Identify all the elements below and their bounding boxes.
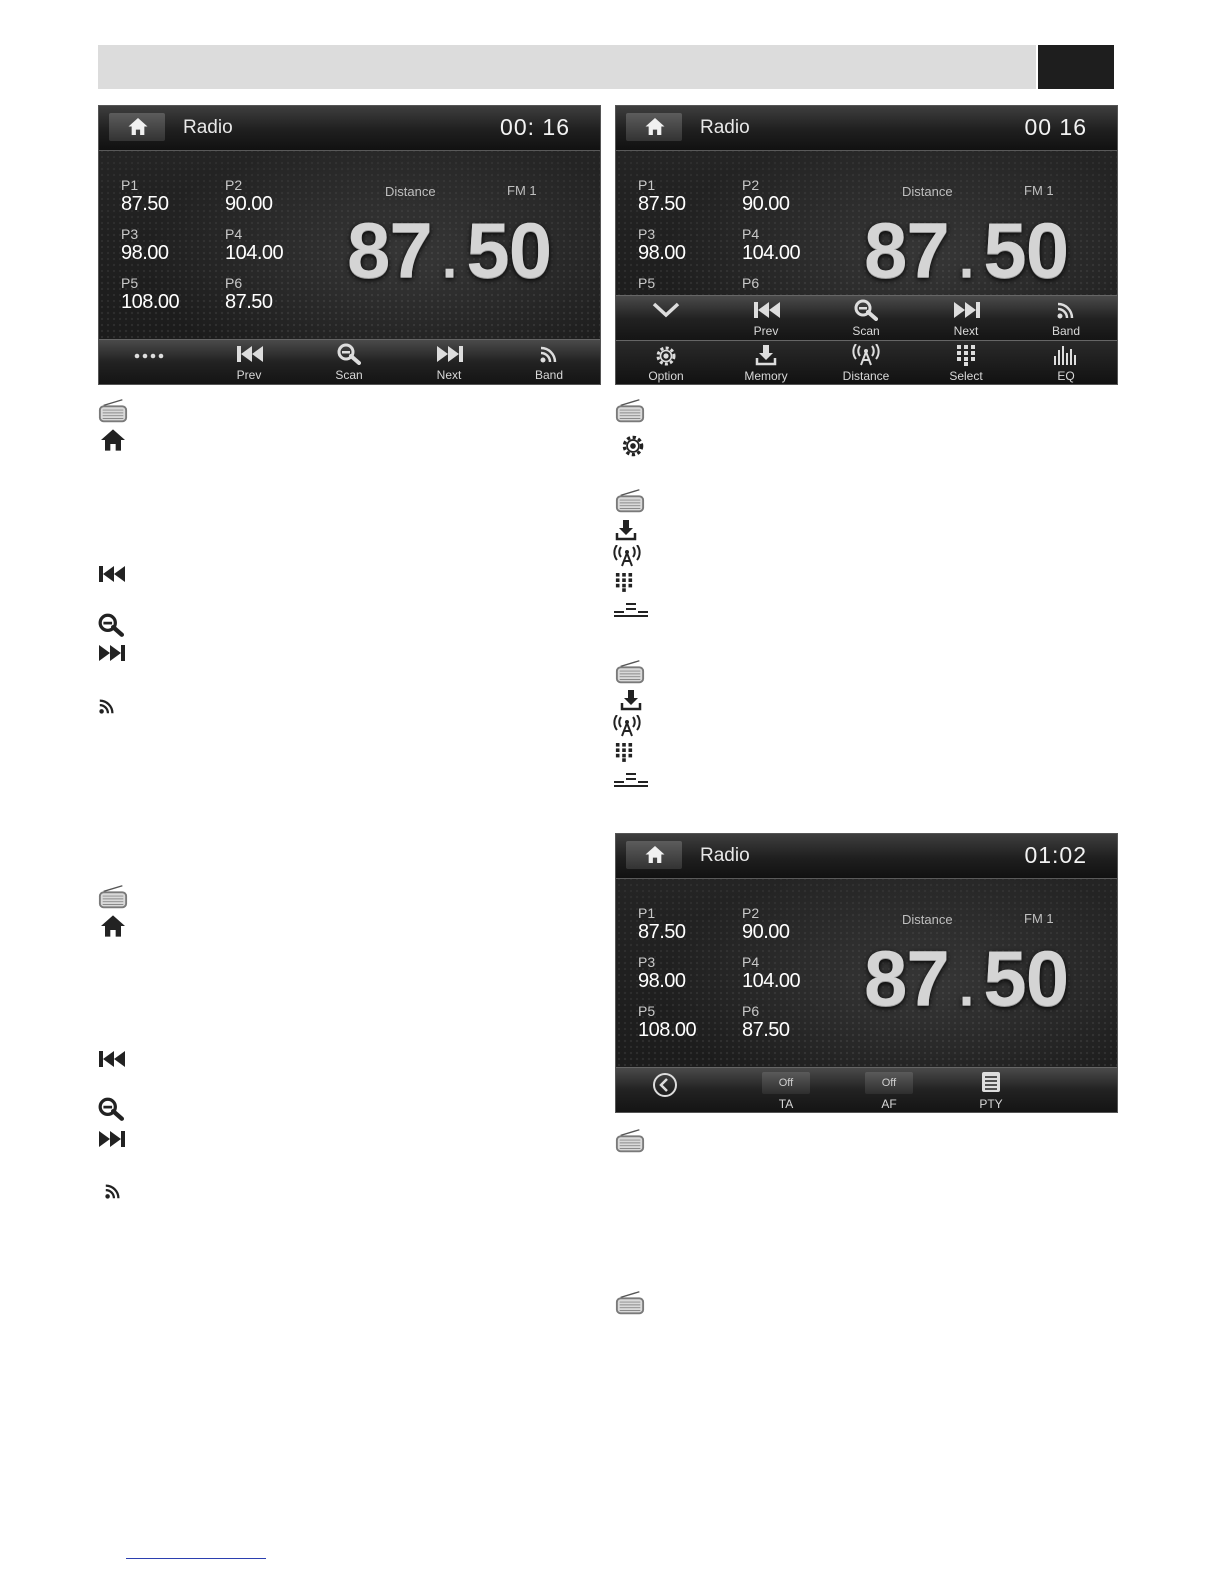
button-label: Scan (335, 368, 363, 382)
preset-label: P5 (121, 275, 139, 291)
home-icon (644, 845, 666, 864)
pty-button[interactable] (941, 1068, 1041, 1112)
page-header-bar (98, 45, 1036, 89)
control-bar-row1 (616, 295, 1117, 341)
scan-icon (337, 343, 361, 365)
eq-button[interactable] (1016, 341, 1116, 385)
rds-control-bar (616, 1067, 1117, 1112)
distance-indicator: Distance (902, 912, 953, 927)
preset-frequency: 104.00 (742, 242, 801, 264)
antenna-icon (613, 545, 641, 567)
download-icon (620, 689, 642, 711)
preset-p3[interactable] (638, 955, 738, 992)
preset-label: P6 (742, 1003, 760, 1019)
preset-p1[interactable] (121, 178, 221, 215)
preset-frequency: 87.50 (121, 193, 169, 215)
af-toggle[interactable] (839, 1068, 939, 1112)
frequency-display: 87 . 50 (864, 934, 1069, 1022)
af-state: Off (865, 1072, 913, 1094)
home-button[interactable] (626, 113, 682, 141)
preset-label: P6 (742, 275, 760, 291)
hyperlink-underline[interactable] (126, 1558, 266, 1559)
clock: 00: 16 (500, 114, 570, 140)
scan-button[interactable] (816, 296, 916, 340)
prev-button[interactable] (199, 340, 299, 384)
button-label: TA (778, 1097, 794, 1111)
title-bar (99, 106, 600, 151)
preset-frequency: 98.00 (638, 242, 686, 264)
chevron-down-icon (652, 302, 680, 318)
preset-frequency: 87.50 (638, 193, 686, 215)
preset-label: P6 (225, 275, 243, 291)
preset-frequency: 90.00 (742, 921, 790, 943)
more-icon (134, 353, 164, 359)
clock: 01:02 (1024, 842, 1087, 868)
frequency-decimal: 50 (983, 206, 1069, 294)
prev-icon (752, 301, 782, 319)
frequency-whole: 87 (864, 206, 949, 294)
download-icon (755, 344, 777, 366)
download-icon (615, 519, 637, 541)
home-icon (127, 117, 149, 136)
frequency-display: 87 . 50 (347, 206, 552, 294)
keypad-icon (615, 742, 633, 762)
preset-p5[interactable] (121, 276, 221, 313)
button-label: Next (436, 368, 462, 382)
band-indicator: FM 1 (507, 183, 537, 198)
frequency-whole: 87 (864, 934, 949, 1022)
page-number-tab (1038, 45, 1114, 89)
keypad-icon (956, 344, 976, 366)
button-label: Select (949, 369, 983, 383)
preset-label: P5 (638, 275, 656, 291)
band-indicator: FM 1 (1024, 183, 1054, 198)
preset-p6[interactable] (225, 276, 325, 313)
list-icon (981, 1071, 1001, 1093)
next-button[interactable] (916, 296, 1016, 340)
equalizer-icon (614, 601, 648, 619)
radio-screen-main (98, 105, 601, 385)
prev-icon (98, 1050, 126, 1068)
gear-icon (620, 433, 646, 459)
scan-icon (854, 299, 878, 321)
button-label: AF (881, 1097, 897, 1111)
preset-label: P4 (742, 954, 760, 970)
home-icon (99, 914, 127, 938)
radio-icon (98, 398, 128, 424)
home-icon (644, 117, 666, 136)
prev-icon (98, 565, 126, 583)
preset-label: P2 (742, 905, 760, 921)
prev-icon (235, 345, 265, 363)
control-bar-row2 (616, 340, 1117, 385)
preset-frequency: 90.00 (742, 193, 790, 215)
screen-title: Radio (700, 845, 750, 866)
preset-frequency: 104.00 (742, 970, 801, 992)
preset-label: P5 (638, 1003, 656, 1019)
radio-screen-rds (615, 833, 1118, 1113)
equalizer-icon (614, 771, 648, 789)
preset-p4[interactable] (225, 227, 325, 264)
scan-button[interactable] (299, 340, 399, 384)
next-icon (952, 301, 982, 319)
preset-p3[interactable] (638, 227, 738, 264)
back-button[interactable] (616, 1068, 716, 1112)
frequency-decimal: 50 (466, 206, 552, 294)
button-label: Scan (852, 324, 880, 338)
band-indicator: FM 1 (1024, 911, 1054, 926)
button-label: Memory (744, 369, 788, 383)
preset-label: P1 (638, 177, 656, 193)
preset-p1[interactable] (638, 906, 738, 943)
preset-label: P1 (638, 905, 656, 921)
button-label: Band (534, 368, 564, 382)
equalizer-icon (1053, 344, 1079, 366)
antenna-icon (852, 344, 880, 366)
scan-icon (98, 1097, 124, 1121)
frequency-display: 87 . 50 (864, 206, 1069, 294)
preset-frequency: 90.00 (225, 193, 273, 215)
preset-frequency: 104.00 (225, 242, 284, 264)
preset-p3[interactable] (121, 227, 221, 264)
title-bar (616, 834, 1117, 879)
preset-p4[interactable] (742, 227, 842, 264)
control-bar (99, 339, 600, 384)
preset-frequency: 98.00 (121, 242, 169, 264)
preset-p2[interactable] (742, 178, 842, 215)
next-button[interactable] (399, 340, 499, 384)
band-icon (539, 344, 559, 364)
button-label: Distance (842, 369, 890, 383)
distance-button[interactable] (816, 341, 916, 385)
next-icon (98, 644, 126, 662)
radio-icon (98, 884, 128, 910)
screen-title: Radio (700, 117, 750, 138)
preset-frequency: 108.00 (121, 291, 180, 313)
preset-p6[interactable] (742, 276, 842, 291)
preset-label: P2 (742, 177, 760, 193)
home-icon (99, 428, 127, 452)
radio-icon (615, 1290, 645, 1316)
button-label: PTY (979, 1097, 1003, 1111)
preset-p5[interactable] (638, 276, 738, 291)
next-icon (435, 345, 465, 363)
next-icon (98, 1130, 126, 1148)
antenna-icon (613, 715, 641, 737)
preset-p2[interactable] (742, 906, 842, 943)
ta-toggle[interactable] (736, 1068, 836, 1112)
keypad-icon (615, 572, 633, 592)
button-label: Band (1051, 324, 1081, 338)
preset-p6[interactable] (742, 1004, 842, 1041)
band-icon (1056, 300, 1076, 320)
preset-p4[interactable] (742, 955, 842, 992)
prev-button[interactable] (716, 296, 816, 340)
button-label: Prev (753, 324, 779, 338)
preset-p5[interactable] (638, 1004, 738, 1041)
band-icon (104, 1182, 122, 1200)
preset-frequency: 87.50 (742, 1019, 790, 1041)
home-button[interactable] (109, 113, 165, 141)
radio-icon (615, 659, 645, 685)
preset-list (638, 906, 858, 1056)
button-label: Next (953, 324, 979, 338)
more-button[interactable] (99, 340, 199, 384)
preset-label: P1 (121, 177, 139, 193)
gear-icon (654, 344, 678, 368)
band-button[interactable] (499, 340, 599, 384)
radio-icon (615, 488, 645, 514)
title-bar (616, 106, 1117, 151)
preset-p2[interactable] (225, 178, 325, 215)
radio-icon (615, 1128, 645, 1154)
button-label: EQ (1057, 369, 1075, 383)
preset-label: P3 (638, 954, 656, 970)
frequency-decimal: 50 (983, 934, 1069, 1022)
back-icon (652, 1072, 678, 1098)
ta-state: Off (762, 1072, 810, 1094)
preset-label: P4 (742, 226, 760, 242)
button-label: Option (648, 369, 684, 383)
collapse-button[interactable] (616, 296, 716, 340)
radio-icon (615, 398, 645, 424)
preset-label: P2 (225, 177, 243, 193)
option-button[interactable] (616, 341, 716, 385)
clock: 00 16 (1024, 114, 1087, 140)
preset-frequency: 87.50 (638, 921, 686, 943)
preset-label: P3 (121, 226, 139, 242)
preset-label: P3 (638, 226, 656, 242)
band-button[interactable] (1016, 296, 1116, 340)
scan-icon (98, 613, 124, 637)
radio-screen-expanded (615, 105, 1118, 385)
button-label: Prev (236, 368, 262, 382)
preset-label: P4 (225, 226, 243, 242)
preset-frequency: 87.50 (225, 291, 273, 313)
home-button[interactable] (626, 841, 682, 869)
frequency-whole: 87 (347, 206, 432, 294)
distance-indicator: Distance (385, 184, 436, 199)
screen-title: Radio (183, 117, 233, 138)
preset-frequency: 108.00 (638, 1019, 697, 1041)
band-icon (98, 697, 116, 715)
memory-button[interactable] (716, 341, 816, 385)
preset-frequency: 98.00 (638, 970, 686, 992)
preset-p1[interactable] (638, 178, 738, 215)
distance-indicator: Distance (902, 184, 953, 199)
select-button[interactable] (916, 341, 1016, 385)
preset-list (121, 178, 341, 328)
